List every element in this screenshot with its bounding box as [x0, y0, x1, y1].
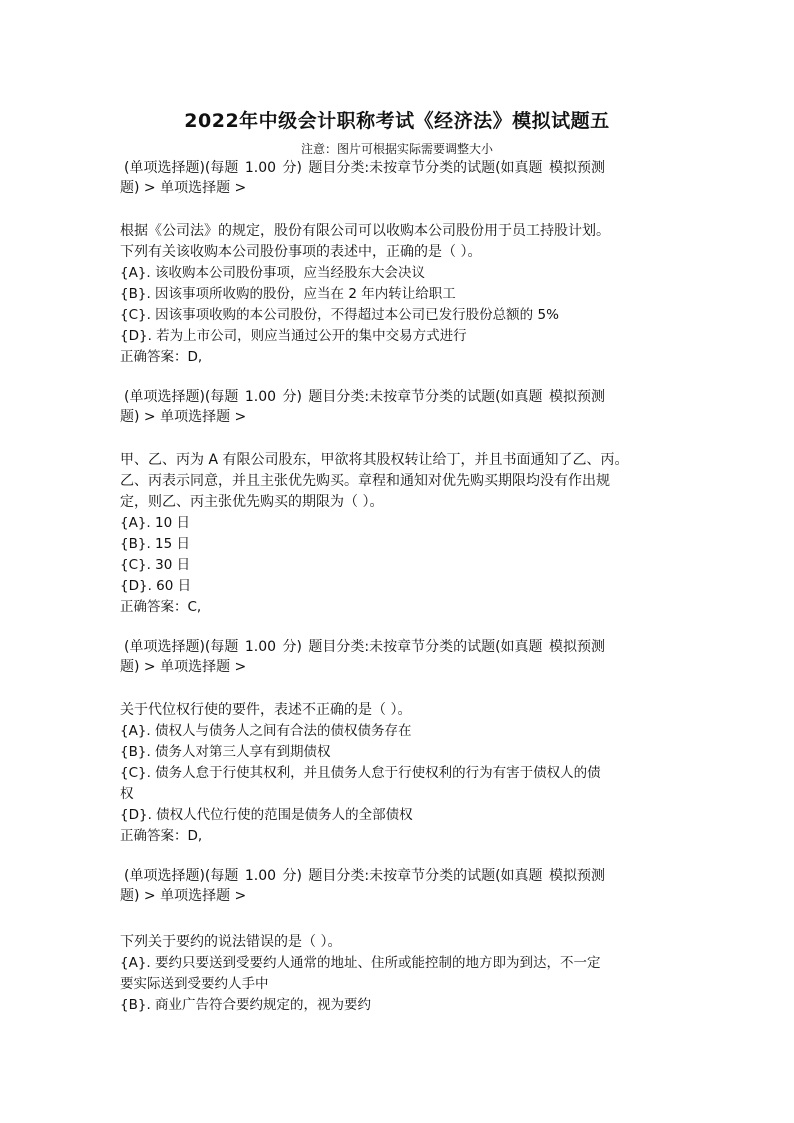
- option-a-continued: 要实际送到受要约人手中: [120, 976, 269, 992]
- spacer: [120, 906, 685, 926]
- question-meta-line: (单项选择题)(每题 1.00 分) 题目分类:未按章节分类的试题(如真题 模拟预测: [124, 639, 605, 655]
- spacer: [120, 677, 685, 697]
- question-meta-line: 题) > 单项选择题 >: [120, 409, 247, 425]
- option-c: {C}. 因该事项收购的本公司股份，不得超过本公司已发行股份总额的 5%: [120, 307, 559, 323]
- correct-answer: 正确答案：D,: [120, 828, 203, 844]
- option-b: {B}. 商业广告符合要约规定的，视为要约: [120, 997, 372, 1013]
- option-a: {A}. 债权人与债务人之间有合法的债权债务存在: [120, 723, 412, 739]
- question-3: [120, 637, 685, 847]
- image-note: 注意：图片可根据实际需要调整大小: [300, 142, 493, 156]
- option-b: {B}. 因该事项所收购的股份，应当在 2 年内转让给职工: [120, 286, 456, 302]
- question-stem-line: 甲、乙、丙为 A 有限公司股东，甲欲将其股权转让给丁，并且书面通知了乙、丙。: [120, 452, 629, 468]
- question-stem-line: 关于代位权行使的要件，表述不正确的是（ ）。: [120, 702, 412, 718]
- document-title: 2022年中级会计职称考试《经济法》模拟试题五: [184, 110, 610, 132]
- spacer: [120, 198, 685, 218]
- option-d: {D}. 债权人代位行使的范围是债务人的全部债权: [120, 807, 413, 823]
- option-a: {A}. 该收购本公司股份事项，应当经股东大会决议: [120, 265, 425, 281]
- question-meta-line: 题) > 单项选择题 >: [120, 888, 247, 904]
- question-2: [120, 387, 685, 618]
- question-stem-line: 下列关于要约的说法错误的是（ ）。: [120, 934, 342, 950]
- question-meta-line: (单项选择题)(每题 1.00 分) 题目分类:未按章节分类的试题(如真题 模拟预测: [124, 389, 605, 405]
- question-meta-line: (单项选择题)(每题 1.00 分) 题目分类:未按章节分类的试题(如真题 模拟预测: [124, 868, 605, 884]
- spacer: [120, 427, 685, 447]
- option-b: {B}. 债务人对第三人享有到期债权: [120, 744, 331, 760]
- option-a: {A}. 10 日: [120, 515, 190, 531]
- question-meta-line: 题) > 单项选择题 >: [120, 659, 247, 675]
- question-stem-line: 根据《公司法》的规定，股份有限公司可以收购本公司股份用于员工持股计划。: [120, 223, 610, 239]
- correct-answer: 正确答案：D,: [120, 349, 203, 365]
- question-meta-line: (单项选择题)(每题 1.00 分) 题目分类:未按章节分类的试题(如真题 模拟预测: [124, 160, 605, 176]
- question-stem-line: 定，则乙、丙主张优先购买的期限为（ ）。: [120, 494, 384, 510]
- option-c: {C}. 债务人怠于行使其权利，并且债务人怠于行使权利的行为有害于债权人的债: [120, 765, 601, 781]
- option-d: {D}. 若为上市公司，则应当通过公开的集中交易方式进行: [120, 328, 467, 344]
- question-1: [120, 158, 685, 368]
- option-c-continued: 权: [120, 786, 134, 802]
- question-stem-line: 乙、丙表示同意，并且主张优先购买。章程和通知对优先购买期限均没有作出规: [120, 473, 610, 489]
- option-a: {A}. 要约只要送到受要约人通常的地址、住所或能控制的地方即为到达，不一定: [120, 955, 601, 971]
- correct-answer: 正确答案：C,: [120, 599, 202, 615]
- question-stem-line: 下列有关该收购本公司股份事项的表述中，正确的是（ ）。: [120, 244, 482, 260]
- question-4: [120, 866, 685, 1016]
- question-meta-line: 题) > 单项选择题 >: [120, 180, 247, 196]
- option-b: {B}. 15 日: [120, 536, 190, 552]
- option-d: {D}. 60 日: [120, 578, 192, 594]
- option-c: {C}. 30 日: [120, 557, 191, 573]
